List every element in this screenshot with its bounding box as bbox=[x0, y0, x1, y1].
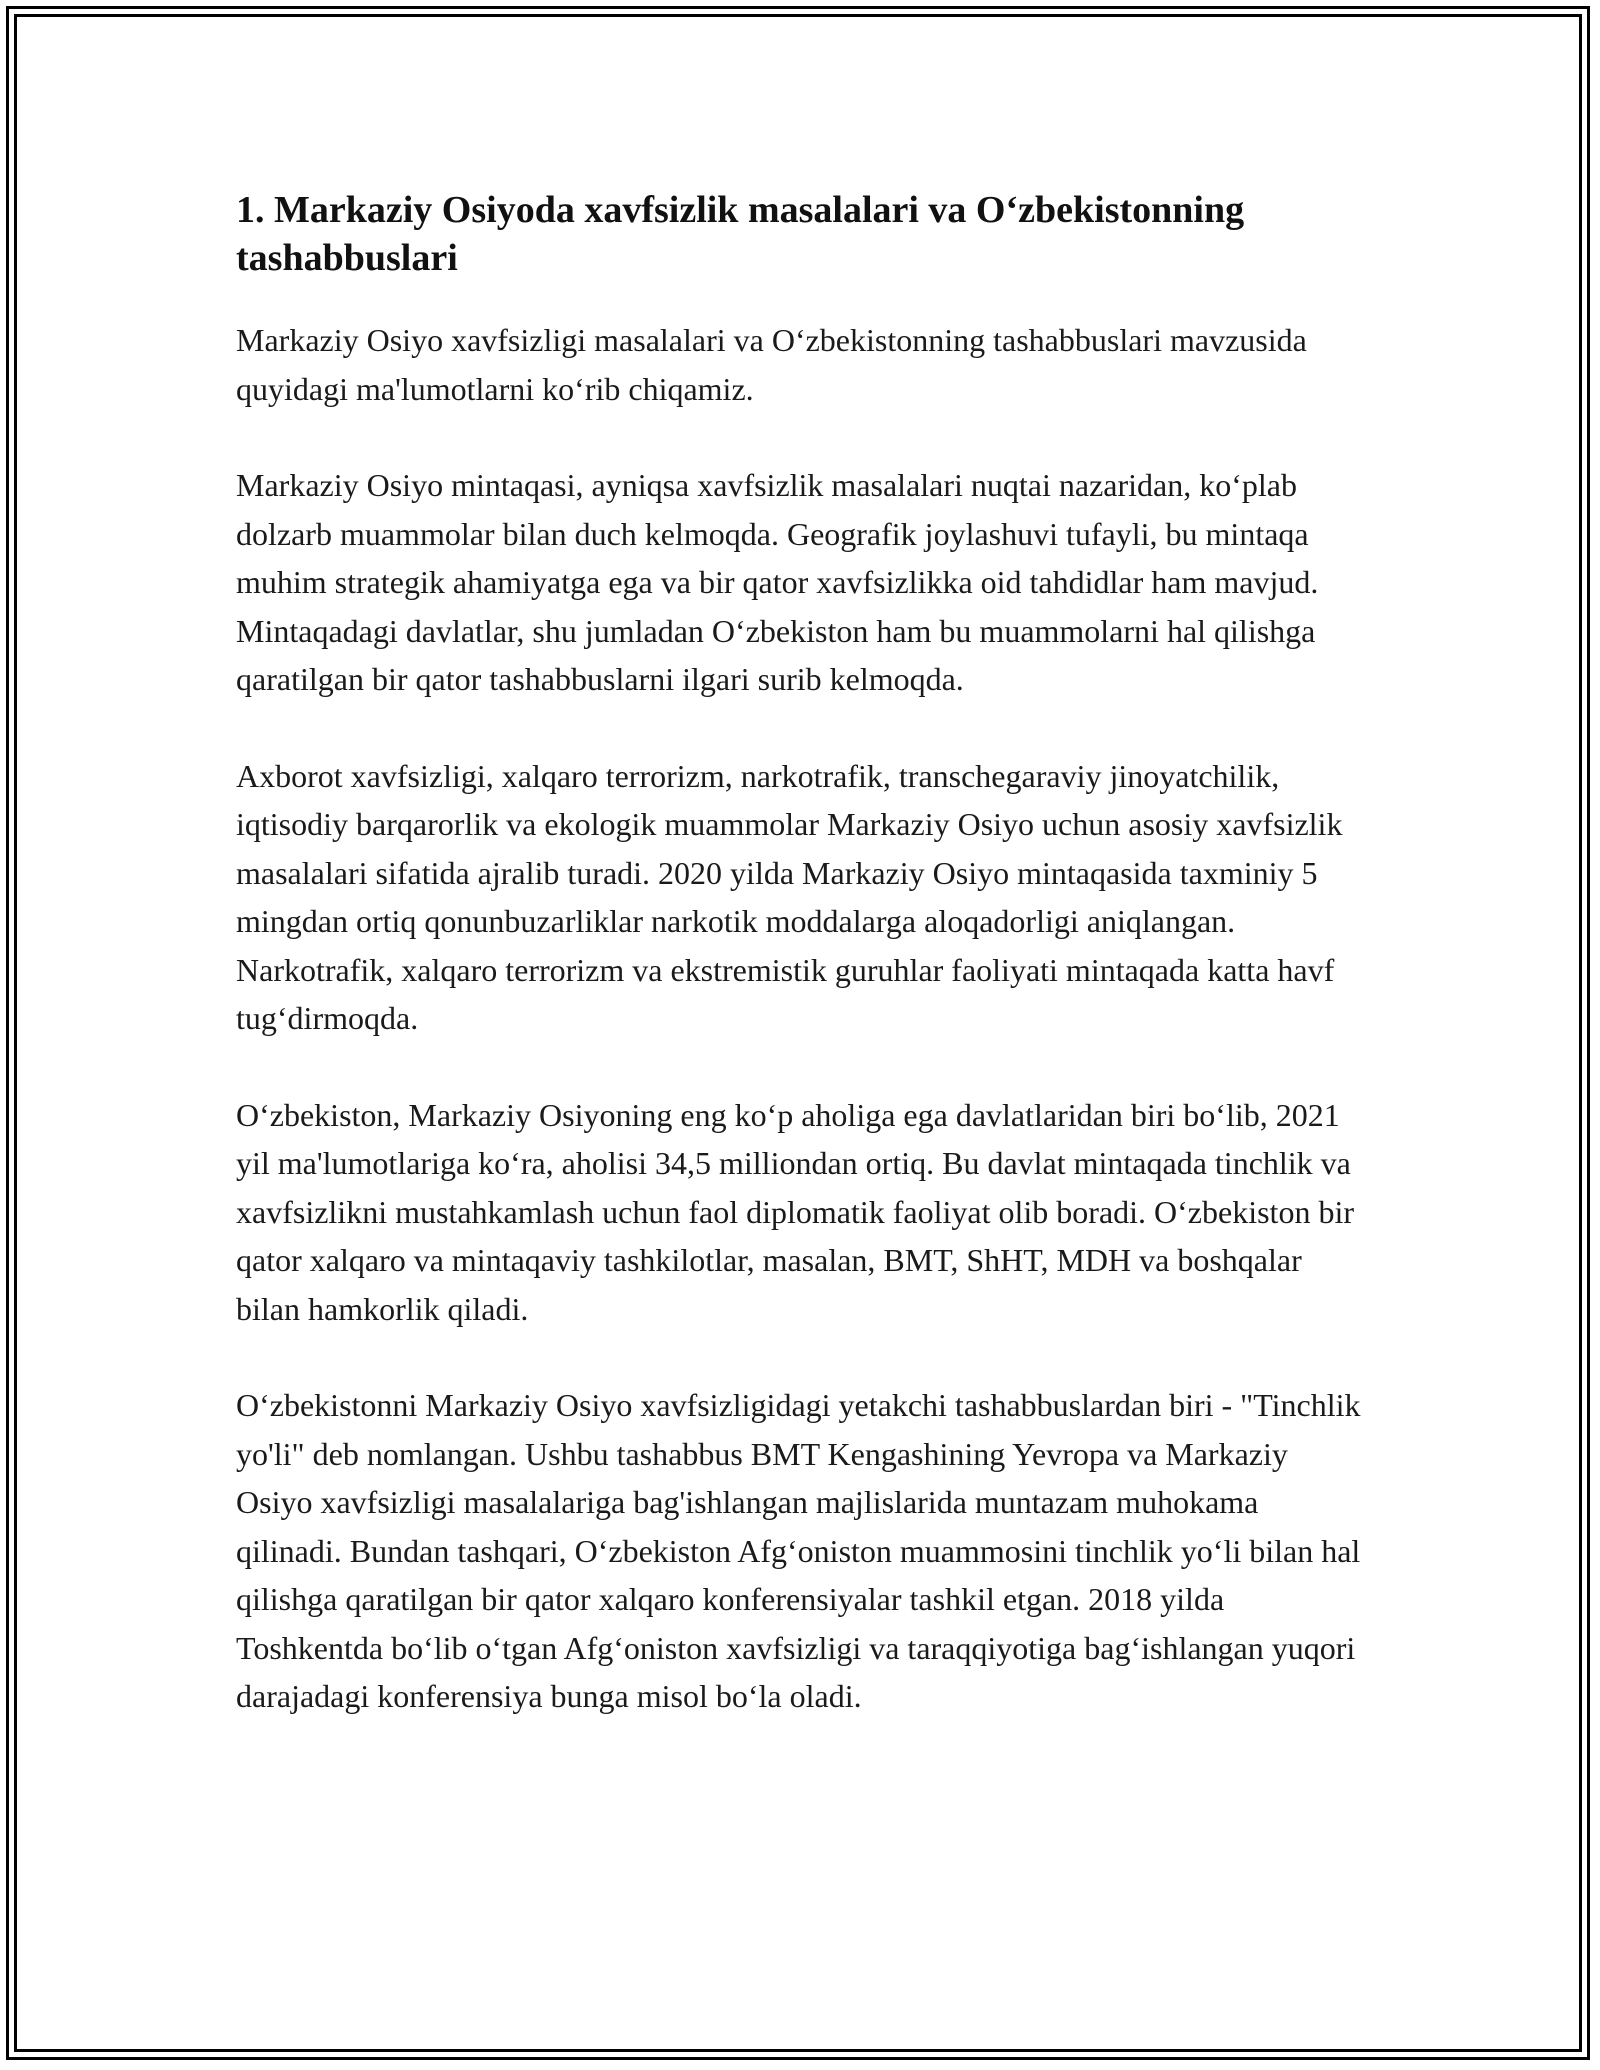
paragraph-uzbekistan-diplomacy: O‘zbekiston, Markaziy Osiyoning eng ko‘p aholiga ega davlatlaridan biri bo‘lib, 2021 yil ma'lumotlariga ko‘ra, aholisi 34,5 milliondan ortiq. Bu davlat mintaqada tinchlik va xavfsizlikni mustahkamlash uchun faol diplomatik faoliyat olib boradi. O‘zbekiston bir qator xalqaro va mintaqaviy tashkilotlar, masalan, BMT, ShHT, MDH va boshqalar bilan hamkorlik qiladi. bbox=[236, 1096, 1354, 1327]
paragraph-uzbekistan-initiatives: O‘zbekistonni Markaziy Osiyo xavfsizligidagi yetakchi tashabbuslardan biri - "Tinchlik yo'li" deb nomlangan. Ushbu tashabbus BMT Kengashining Yevropa va Markaziy Osiyo xavfsizligi masalalariga bag'ishlangan majlislarida muntazam muhokama qilinadi. Bundan tashqari, O‘zbekiston Afg‘oniston muammosini tinchlik yo‘li bilan hal qilishga qaratilgan bir qator xalqaro konferensiyalar tashkil etgan. 2018 yilda Toshkentda bo‘lib o‘tgan Afg‘oniston xavfsizligi va taraqqiyotiga bag‘ishlangan yuqori darajadagi konferensiya bunga misol bo‘la oladi. bbox=[236, 1387, 1361, 1714]
paragraph-security-threats: Axborot xavfsizligi, xalqaro terrorizm, narkotrafik, transchegaraviy jinoyatchilik, iqtisodiy barqarorlik va ekologik muammolar Markaziy Osiyo uchun asosiy xavfsizlik masalalari sifatida ajralib turadi. 2020 yilda Markaziy Osiyo mintaqasida taxminiy 5 mingdan ortiq qonunbuzarliklar narkotik moddalarga aloqadorligi aniqlangan. Narkotrafik, xalqaro terrorizm va ekstremistik guruhlar faoliyati mintaqada katta havf tug‘dirmoqda. bbox=[236, 757, 1343, 1036]
document-title: 1. Markaziy Osiyoda xavfsizlik masalalari va O‘zbekistonning tashabbuslari bbox=[236, 189, 1245, 279]
paragraph-intro: Markaziy Osiyo xavfsizligi masalalari va O‘zbekistonning tashabbuslari mavzusida quyidagi ma'lumotlarni ko‘rib chiqamiz. bbox=[236, 322, 1307, 407]
document-body bbox=[236, 186, 1366, 1769]
paragraph-region-overview: Markaziy Osiyo mintaqasi, ayniqsa xavfsizlik masalalari nuqtai nazaridan, ko‘plab dolzarb muammolar bilan duch kelmoqda. Geografik joylashuvi tufayli, bu mintaqa muhim strategik ahamiyatga ega va bir qator xavfsizlikka oid tahdidlar ham mavjud. Mintaqadagi davlatlar, shu jumladan O‘zbekiston ham bu muammolarni hal qilishga qaratilgan bir qator tashabbuslarni ilgari surib kelmoqda. bbox=[236, 467, 1319, 697]
